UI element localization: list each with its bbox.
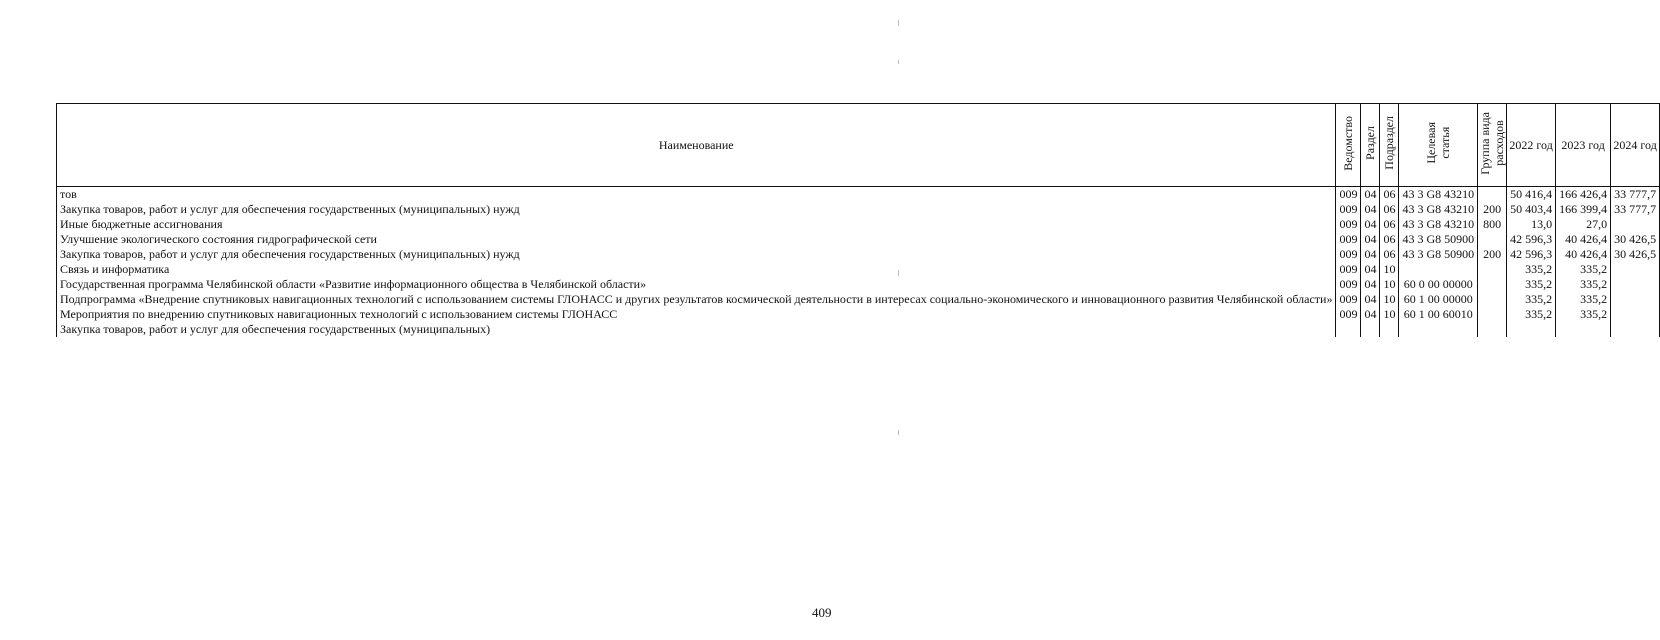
cell-2023: 166 399,4: [1556, 202, 1611, 217]
cell-target-article: 43 3 G8 43210: [1399, 202, 1478, 217]
cell-subsection: 10: [1380, 307, 1399, 322]
cell-target-article: 43 3 G8 50900: [1399, 232, 1478, 247]
cell-2023: 40 426,4: [1556, 232, 1611, 247]
cell-2024: 30 426,5: [1611, 247, 1660, 262]
cell-name: Закупка товаров, работ и услуг для обеспечения государственных (муниципальных) нужд: [57, 247, 1336, 262]
cell-expense-group: [1478, 187, 1507, 203]
cell-2022: [1507, 322, 1556, 337]
cell-2024: [1611, 292, 1660, 307]
cell-2024: [1611, 262, 1660, 277]
cell-section: 04: [1361, 262, 1380, 277]
cell-department: 009: [1336, 307, 1361, 322]
table-row: [57, 232, 1660, 247]
cell-section: 04: [1361, 277, 1380, 292]
cell-subsection: 06: [1380, 187, 1399, 203]
cell-target-article: [1399, 262, 1478, 277]
cell-department: 009: [1336, 277, 1361, 292]
table-row: [57, 322, 1660, 337]
table-row: [57, 262, 1660, 277]
cell-section: 04: [1361, 247, 1380, 262]
cell-subsection: 06: [1380, 247, 1399, 262]
scan-mark: [898, 60, 899, 64]
cell-2023: 166 426,4: [1556, 187, 1611, 203]
cell-2024: [1611, 322, 1660, 337]
cell-target-article: 60 1 00 00000: [1399, 292, 1478, 307]
table-row: [57, 202, 1660, 217]
cell-2022: 13,0: [1507, 217, 1556, 232]
table-row: [57, 277, 1660, 292]
cell-department: 009: [1336, 187, 1361, 203]
cell-target-article: 43 3 G8 43210: [1399, 217, 1478, 232]
cell-name: Связь и информатика: [57, 262, 1336, 277]
cell-2024: [1611, 217, 1660, 232]
cell-2023: 40 426,4: [1556, 247, 1611, 262]
cell-name: Улучшение экологического состояния гидрографической сети: [57, 232, 1336, 247]
cell-2022: 42 596,3: [1507, 247, 1556, 262]
cell-target-article: 60 0 00 00000: [1399, 277, 1478, 292]
cell-expense-group: [1478, 232, 1507, 247]
cell-2022: 335,2: [1507, 277, 1556, 292]
cell-2022: 50 403,4: [1507, 202, 1556, 217]
cell-target-article: 43 3 G8 50900: [1399, 247, 1478, 262]
cell-expense-group: [1478, 307, 1507, 322]
table-body: [57, 187, 1660, 338]
table-row: [57, 187, 1660, 203]
cell-expense-group: [1478, 322, 1507, 337]
scan-mark: [898, 270, 899, 276]
cell-subsection: 10: [1380, 262, 1399, 277]
cell-section: 04: [1361, 217, 1380, 232]
header-name: Наименование: [57, 104, 1336, 187]
cell-target-article: 43 3 G8 43210: [1399, 187, 1478, 203]
header-section: Раздел: [1363, 126, 1378, 160]
cell-2023: 335,2: [1556, 262, 1611, 277]
budget-table: [56, 103, 1660, 337]
cell-expense-group: 800: [1478, 217, 1507, 232]
cell-2024: [1611, 307, 1660, 322]
cell-2022: 42 596,3: [1507, 232, 1556, 247]
cell-subsection: 06: [1380, 202, 1399, 217]
header-expense-group: Группа вида расходов: [1478, 111, 1507, 175]
cell-expense-group: 200: [1478, 202, 1507, 217]
header-department: Ведомство: [1341, 115, 1356, 171]
cell-2022: 335,2: [1507, 262, 1556, 277]
cell-name: Иные бюджетные ассигнования: [57, 217, 1336, 232]
cell-department: 009: [1336, 232, 1361, 247]
cell-expense-group: [1478, 277, 1507, 292]
header-target-article: Целевая статья: [1424, 122, 1453, 164]
cell-target-article: [1399, 322, 1478, 337]
cell-2023: 335,2: [1556, 307, 1611, 322]
cell-section: 04: [1361, 187, 1380, 203]
cell-name: Закупка товаров, работ и услуг для обеспечения государственных (муниципальных): [57, 322, 1336, 337]
cell-section: [1361, 322, 1380, 337]
table-row: [57, 247, 1660, 262]
cell-2023: 335,2: [1556, 277, 1611, 292]
header-2024: 2024 год: [1611, 104, 1660, 187]
header-2023: 2023 год: [1556, 104, 1611, 187]
cell-subsection: [1380, 322, 1399, 337]
table-row: [57, 307, 1660, 322]
table-row: [57, 292, 1660, 307]
cell-subsection: 10: [1380, 277, 1399, 292]
cell-2024: 33 777,7: [1611, 187, 1660, 203]
cell-section: 04: [1361, 232, 1380, 247]
cell-section: 04: [1361, 202, 1380, 217]
cell-subsection: 06: [1380, 217, 1399, 232]
cell-2024: [1611, 277, 1660, 292]
cell-section: 04: [1361, 292, 1380, 307]
cell-name: Подпрограмма «Внедрение спутниковых навигационных технологий с использованием системы ГЛОНАСС и других результатов космической деятельности в интересах социально-экономического и инновационного развития Челябинской области»: [57, 292, 1336, 307]
cell-2022: 50 416,4: [1507, 187, 1556, 203]
header-subsection: Подраздел: [1382, 116, 1397, 170]
cell-name: Мероприятия по внедрению спутниковых навигационных технологий с использованием системы ГЛОНАСС: [57, 307, 1336, 322]
cell-2023: 335,2: [1556, 292, 1611, 307]
cell-2024: 30 426,5: [1611, 232, 1660, 247]
cell-expense-group: [1478, 262, 1507, 277]
cell-department: 009: [1336, 217, 1361, 232]
header-2022: 2022 год: [1507, 104, 1556, 187]
table-row: [57, 217, 1660, 232]
cell-subsection: 06: [1380, 232, 1399, 247]
table-header: [57, 104, 1660, 187]
cell-2023: [1556, 322, 1611, 337]
cell-2022: 335,2: [1507, 307, 1556, 322]
cell-2024: 33 777,7: [1611, 202, 1660, 217]
cell-department: 009: [1336, 292, 1361, 307]
cell-2023: 27,0: [1556, 217, 1611, 232]
cell-name: Государственная программа Челябинской области «Развитие информационного общества в Челябинской области»: [57, 277, 1336, 292]
cell-department: 009: [1336, 202, 1361, 217]
cell-subsection: 10: [1380, 292, 1399, 307]
page-number: 409: [812, 605, 832, 620]
cell-expense-group: [1478, 292, 1507, 307]
cell-target-article: 60 1 00 60010: [1399, 307, 1478, 322]
cell-expense-group: 200: [1478, 247, 1507, 262]
cell-department: 009: [1336, 262, 1361, 277]
scan-mark: [898, 430, 899, 435]
cell-department: 009: [1336, 247, 1361, 262]
cell-2022: 335,2: [1507, 292, 1556, 307]
cell-department: [1336, 322, 1361, 337]
cell-section: 04: [1361, 307, 1380, 322]
scan-mark: [898, 20, 899, 26]
cell-name: тов: [57, 187, 1336, 203]
cell-name: Закупка товаров, работ и услуг для обеспечения государственных (муниципальных) нужд: [57, 202, 1336, 217]
